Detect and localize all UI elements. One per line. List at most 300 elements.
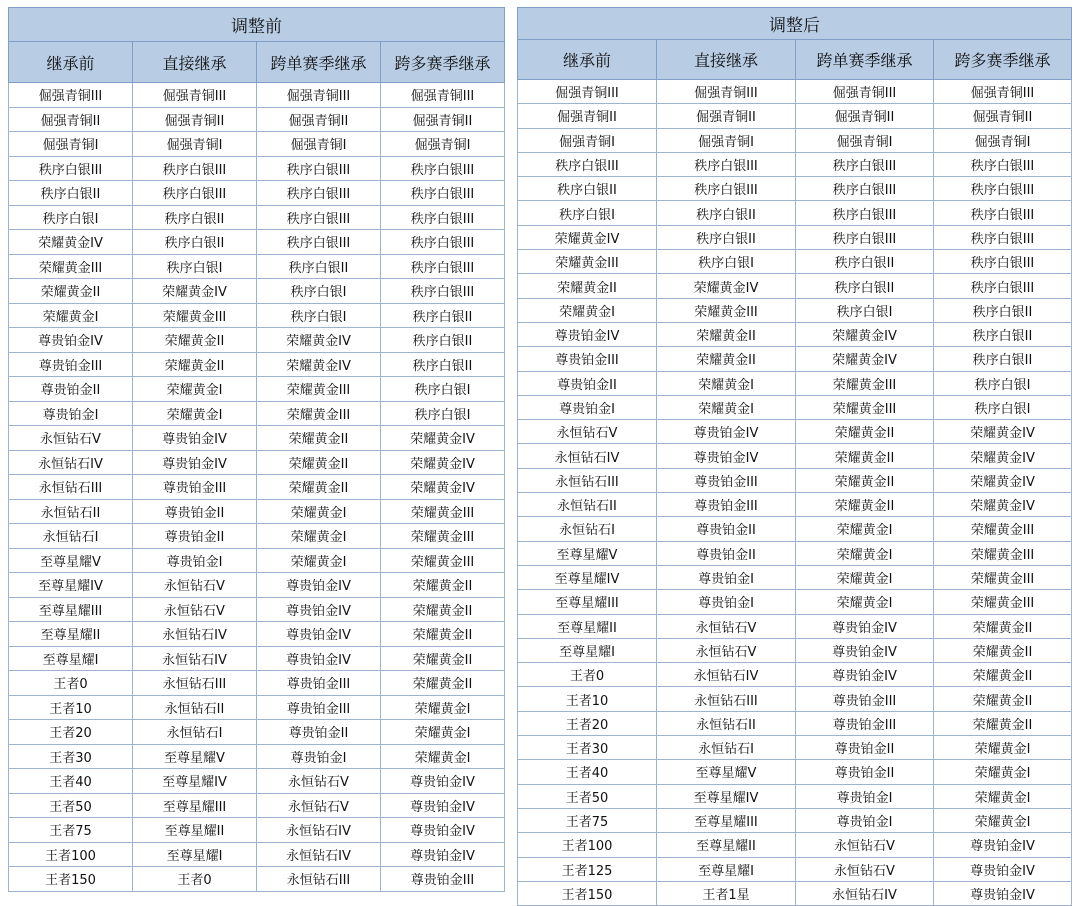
table-cell: 荣耀黄金I [934,760,1072,784]
before-header-multi-season: 跨多赛季继承 [381,42,505,83]
table-cell: 秩序白银I [257,303,381,328]
table-cell: 尊贵铂金II [657,541,796,565]
table-cell: 尊贵铂金IV [133,450,257,475]
table-cell: 永恒钻石III [257,867,381,892]
table-row [518,833,1072,857]
table-cell: 倔强青铜I [518,128,657,152]
table-cell: 秩序白银III [257,181,381,206]
table-cell: 荣耀黄金II [381,622,505,647]
table-cell: 秩序白银II [657,225,796,249]
table-cell: 尊贵铂金I [518,395,657,419]
table-cell: 秩序白银II [934,322,1072,346]
table-row [518,808,1072,832]
table-cell: 荣耀黄金III [9,254,133,279]
table-cell: 王者10 [9,695,133,720]
table-cell: 倔强青铜II [518,104,657,128]
table-row [9,720,505,745]
table-row [9,328,505,353]
table-row [9,132,505,157]
table-cell: 尊贵铂金IV [657,420,796,444]
table-cell: 荣耀黄金II [381,671,505,696]
table-cell: 永恒钻石V [796,833,934,857]
table-cell: 秩序白银III [257,205,381,230]
table-cell: 荣耀黄金IV [518,225,657,249]
table-row [518,225,1072,249]
table-cell: 至尊星耀III [657,808,796,832]
table-cell: 秩序白银III [657,152,796,176]
table-cell: 至尊星耀III [9,597,133,622]
after-table-panel [517,7,1071,906]
table-cell: 荣耀黄金III [934,517,1072,541]
table-cell: 秩序白银III [934,177,1072,201]
table-row [518,711,1072,735]
table-cell: 尊贵铂金IV [934,833,1072,857]
table-row [9,499,505,524]
table-cell: 荣耀黄金III [133,303,257,328]
table-cell: 荣耀黄金III [796,371,934,395]
table-cell: 秩序白银I [796,298,934,322]
table-cell: 倔强青铜III [518,80,657,104]
table-cell: 秩序白银II [133,230,257,255]
table-row [9,377,505,402]
table-cell: 永恒钻石V [657,638,796,662]
table-cell: 秩序白银III [381,205,505,230]
table-row [518,80,1072,104]
table-cell: 秩序白银III [257,156,381,181]
table-cell: 王者30 [9,744,133,769]
table-row [518,541,1072,565]
before-header-single-season: 跨单赛季继承 [257,42,381,83]
table-cell: 倔强青铜III [657,80,796,104]
table-cell: 秩序白银I [381,401,505,426]
table-row [9,181,505,206]
table-cell: 荣耀黄金I [133,401,257,426]
table-cell: 荣耀黄金II [934,711,1072,735]
table-cell: 荣耀黄金II [133,328,257,353]
table-cell: 至尊星耀I [133,842,257,867]
table-row [9,671,505,696]
table-cell: 至尊星耀II [518,614,657,638]
table-cell: 秩序白银I [518,201,657,225]
table-cell: 永恒钻石II [9,499,133,524]
before-table [8,7,505,892]
table-cell: 秩序白银I [133,254,257,279]
table-cell: 秩序白银III [381,230,505,255]
table-cell: 至尊星耀IV [657,784,796,808]
table-cell: 倔强青铜III [796,80,934,104]
table-cell: 秩序白银II [934,298,1072,322]
table-cell: 秩序白银III [934,274,1072,298]
table-cell: 秩序白银II [518,177,657,201]
table-cell: 荣耀黄金III [796,395,934,419]
table-row [9,352,505,377]
table-cell: 荣耀黄金II [381,573,505,598]
table-cell: 尊贵铂金II [9,377,133,402]
table-cell: 尊贵铂金II [657,517,796,541]
table-row [518,638,1072,662]
table-cell: 荣耀黄金I [934,808,1072,832]
table-cell: 荣耀黄金II [257,426,381,451]
table-cell: 倔强青铜II [934,104,1072,128]
table-cell: 荣耀黄金III [934,541,1072,565]
table-cell: 永恒钻石II [133,695,257,720]
table-cell: 荣耀黄金I [381,744,505,769]
table-cell: 王者75 [518,808,657,832]
table-cell: 王者125 [518,857,657,881]
table-cell: 永恒钻石V [518,420,657,444]
table-cell: 尊贵铂金III [257,671,381,696]
table-cell: 秩序白银III [657,177,796,201]
table-cell: 荣耀黄金I [257,524,381,549]
table-cell: 至尊星耀I [518,638,657,662]
table-cell: 荣耀黄金IV [934,493,1072,517]
table-cell: 荣耀黄金IV [934,444,1072,468]
table-cell: 尊贵铂金II [133,499,257,524]
table-cell: 王者50 [518,784,657,808]
table-cell: 尊贵铂金IV [796,638,934,662]
after-table [517,7,1072,906]
table-row [9,842,505,867]
table-cell: 荣耀黄金II [657,322,796,346]
table-row [9,426,505,451]
table-cell: 王者0 [518,663,657,687]
table-cell: 永恒钻石II [518,493,657,517]
table-cell: 荣耀黄金IV [381,475,505,500]
table-cell: 永恒钻石V [257,793,381,818]
table-cell: 至尊星耀II [133,818,257,843]
table-cell: 荣耀黄金III [518,250,657,274]
before-header-direct: 直接继承 [133,42,257,83]
table-cell: 王者0 [9,671,133,696]
table-cell: 尊贵铂金IV [796,614,934,638]
table-cell: 荣耀黄金II [934,614,1072,638]
table-row [9,867,505,892]
table-row [518,395,1072,419]
table-cell: 尊贵铂金III [657,493,796,517]
table-row [518,371,1072,395]
table-cell: 秩序白银III [381,181,505,206]
table-row [518,420,1072,444]
table-cell: 荣耀黄金II [518,274,657,298]
table-cell: 秩序白银II [657,201,796,225]
table-cell: 秩序白银III [9,156,133,181]
table-cell: 永恒钻石I [518,517,657,541]
table-cell: 尊贵铂金IV [381,793,505,818]
table-cell: 永恒钻石V [9,426,133,451]
table-row [9,818,505,843]
table-row [518,250,1072,274]
table-cell: 秩序白银III [381,254,505,279]
table-row [518,614,1072,638]
table-cell: 荣耀黄金II [257,475,381,500]
table-cell: 永恒钻石III [518,468,657,492]
table-row [9,793,505,818]
table-cell: 荣耀黄金IV [934,420,1072,444]
table-cell: 倔强青铜II [133,107,257,132]
table-cell: 尊贵铂金IV [934,857,1072,881]
table-cell: 荣耀黄金IV [133,279,257,304]
table-row [518,881,1072,905]
table-cell: 荣耀黄金II [381,597,505,622]
table-cell: 秩序白银II [796,274,934,298]
table-cell: 永恒钻石III [9,475,133,500]
table-row [9,156,505,181]
table-cell: 尊贵铂金IV [934,881,1072,905]
table-cell: 王者1星 [657,881,796,905]
table-row [9,450,505,475]
table-cell: 永恒钻石IV [257,818,381,843]
table-cell: 荣耀黄金IV [257,328,381,353]
table-cell: 荣耀黄金I [257,548,381,573]
table-cell: 至尊星耀IV [9,573,133,598]
table-row [518,177,1072,201]
table-cell: 荣耀黄金III [381,524,505,549]
table-cell: 秩序白银I [657,250,796,274]
table-row [9,524,505,549]
table-cell: 荣耀黄金II [796,444,934,468]
table-cell: 永恒钻石IV [133,622,257,647]
table-cell: 永恒钻石II [657,711,796,735]
table-cell: 永恒钻石I [133,720,257,745]
table-cell: 尊贵铂金IV [133,426,257,451]
table-cell: 永恒钻石V [133,597,257,622]
table-cell: 倔强青铜III [9,83,133,108]
table-cell: 尊贵铂金III [257,695,381,720]
table-cell: 至尊星耀II [657,833,796,857]
table-cell: 永恒钻石IV [796,881,934,905]
table-cell: 倔强青铜II [381,107,505,132]
table-cell: 秩序白银I [9,205,133,230]
table-cell: 尊贵铂金III [9,352,133,377]
table-cell: 倔强青铜II [657,104,796,128]
table-cell: 秩序白银II [133,205,257,230]
table-cell: 荣耀黄金II [796,420,934,444]
table-cell: 荣耀黄金II [796,493,934,517]
table-cell: 王者100 [9,842,133,867]
table-cell: 秩序白银III [796,225,934,249]
table-cell: 荣耀黄金II [934,663,1072,687]
table-cell: 倔强青铜III [257,83,381,108]
table-cell: 秩序白银III [934,152,1072,176]
table-cell: 尊贵铂金IV [381,769,505,794]
table-cell: 至尊星耀II [9,622,133,647]
table-cell: 倔强青铜III [381,83,505,108]
table-cell: 尊贵铂金IV [257,646,381,671]
table-cell: 荣耀黄金I [796,590,934,614]
table-cell: 王者0 [133,867,257,892]
table-row [518,760,1072,784]
table-cell: 王者50 [9,793,133,818]
table-cell: 秩序白银III [133,156,257,181]
table-cell: 秩序白银II [9,181,133,206]
table-cell: 尊贵铂金III [381,867,505,892]
table-cell: 荣耀黄金II [934,638,1072,662]
table-cell: 尊贵铂金I [796,808,934,832]
table-cell: 荣耀黄金II [657,347,796,371]
table-cell: 王者30 [518,736,657,760]
table-cell: 尊贵铂金IV [9,328,133,353]
table-row [518,736,1072,760]
table-cell: 尊贵铂金IV [381,818,505,843]
table-cell: 倔强青铜I [257,132,381,157]
table-cell: 荣耀黄金II [796,468,934,492]
table-cell: 秩序白银II [934,347,1072,371]
table-cell: 至尊星耀III [518,590,657,614]
table-cell: 尊贵铂金II [257,720,381,745]
table-row [518,663,1072,687]
table-cell: 倔强青铜II [796,104,934,128]
table-cell: 王者10 [518,687,657,711]
table-cell: 永恒钻石I [657,736,796,760]
table-cell: 荣耀黄金I [796,565,934,589]
table-cell: 尊贵铂金I [657,590,796,614]
table-row [518,493,1072,517]
table-row [518,517,1072,541]
table-row [9,695,505,720]
table-cell: 荣耀黄金IV [934,468,1072,492]
table-row [9,107,505,132]
table-cell: 荣耀黄金I [257,499,381,524]
table-cell: 倔强青铜III [133,83,257,108]
table-row [518,347,1072,371]
before-table-title: 调整前 [9,8,505,42]
table-cell: 倔强青铜I [9,132,133,157]
table-cell: 荣耀黄金III [934,565,1072,589]
table-cell: 倔强青铜I [796,128,934,152]
table-cell: 秩序白银III [257,230,381,255]
table-row [9,303,505,328]
table-row [518,590,1072,614]
table-row [9,401,505,426]
table-cell: 秩序白银I [257,279,381,304]
table-cell: 尊贵铂金IV [796,663,934,687]
table-cell: 永恒钻石V [257,769,381,794]
table-cell: 荣耀黄金IV [657,274,796,298]
table-cell: 永恒钻石III [657,687,796,711]
table-cell: 尊贵铂金I [9,401,133,426]
table-cell: 荣耀黄金I [381,695,505,720]
table-cell: 荣耀黄金I [518,298,657,322]
table-row [518,128,1072,152]
table-cell: 王者150 [9,867,133,892]
table-cell: 永恒钻石IV [257,842,381,867]
table-cell: 尊贵铂金I [657,565,796,589]
table-row [518,152,1072,176]
table-cell: 荣耀黄金IV [796,322,934,346]
table-cell: 尊贵铂金IV [257,573,381,598]
table-cell: 尊贵铂金IV [257,597,381,622]
table-cell: 王者40 [9,769,133,794]
table-cell: 秩序白银II [381,328,505,353]
table-cell: 荣耀黄金I [796,517,934,541]
table-cell: 荣耀黄金III [657,298,796,322]
table-cell: 尊贵铂金II [133,524,257,549]
table-cell: 永恒钻石V [657,614,796,638]
table-cell: 秩序白银III [934,201,1072,225]
table-cell: 尊贵铂金IV [381,842,505,867]
table-cell: 秩序白银II [257,254,381,279]
table-cell: 荣耀黄金II [133,352,257,377]
table-cell: 至尊星耀IV [133,769,257,794]
table-cell: 倔强青铜III [934,80,1072,104]
after-header-direct: 直接继承 [657,40,796,80]
table-cell: 秩序白银I [381,377,505,402]
table-cell: 荣耀黄金II [381,646,505,671]
table-cell: 荣耀黄金IV [381,426,505,451]
table-cell: 尊贵铂金II [518,371,657,395]
table-row [518,565,1072,589]
table-cell: 荣耀黄金I [381,720,505,745]
table-cell: 荣耀黄金I [657,395,796,419]
table-cell: 秩序白银III [518,152,657,176]
table-row [9,646,505,671]
table-cell: 倔强青铜II [9,107,133,132]
table-cell: 尊贵铂金II [796,736,934,760]
before-table-panel [8,7,504,892]
table-row [9,573,505,598]
table-cell: 秩序白银III [133,181,257,206]
table-row [9,769,505,794]
table-cell: 秩序白银II [796,250,934,274]
table-cell: 秩序白银III [796,177,934,201]
table-cell: 倔强青铜I [381,132,505,157]
table-cell: 至尊星耀V [518,541,657,565]
table-cell: 永恒钻石V [796,857,934,881]
table-cell: 秩序白银III [934,250,1072,274]
after-header-single-season: 跨单赛季继承 [796,40,934,80]
table-cell: 王者20 [9,720,133,745]
before-header-pre: 继承前 [9,42,133,83]
table-cell: 尊贵铂金IV [657,444,796,468]
table-cell: 荣耀黄金I [934,784,1072,808]
table-row [9,230,505,255]
table-cell: 尊贵铂金III [796,687,934,711]
table-cell: 秩序白银I [934,371,1072,395]
table-cell: 至尊星耀IV [518,565,657,589]
table-cell: 王者100 [518,833,657,857]
table-cell: 秩序白银I [934,395,1072,419]
table-cell: 倔强青铜I [133,132,257,157]
table-cell: 永恒钻石IV [9,450,133,475]
table-cell: 至尊星耀V [9,548,133,573]
table-row [9,744,505,769]
table-cell: 荣耀黄金III [381,499,505,524]
table-cell: 秩序白银III [796,201,934,225]
table-cell: 荣耀黄金III [381,548,505,573]
table-row [518,444,1072,468]
table-cell: 秩序白银II [381,352,505,377]
before-table-body [9,83,505,892]
table-cell: 秩序白银III [381,279,505,304]
table-row [9,622,505,647]
table-row [518,201,1072,225]
table-row [518,274,1072,298]
table-row [9,83,505,108]
table-cell: 荣耀黄金III [934,590,1072,614]
table-cell: 荣耀黄金IV [257,352,381,377]
table-cell: 永恒钻石IV [133,646,257,671]
table-cell: 至尊星耀V [133,744,257,769]
table-cell: 永恒钻石III [133,671,257,696]
table-cell: 荣耀黄金I [796,541,934,565]
table-cell: 尊贵铂金I [133,548,257,573]
table-cell: 永恒钻石IV [657,663,796,687]
table-cell: 荣耀黄金IV [381,450,505,475]
table-cell: 尊贵铂金III [518,347,657,371]
table-cell: 荣耀黄金I [9,303,133,328]
after-table-body [518,80,1072,906]
table-cell: 王者150 [518,881,657,905]
